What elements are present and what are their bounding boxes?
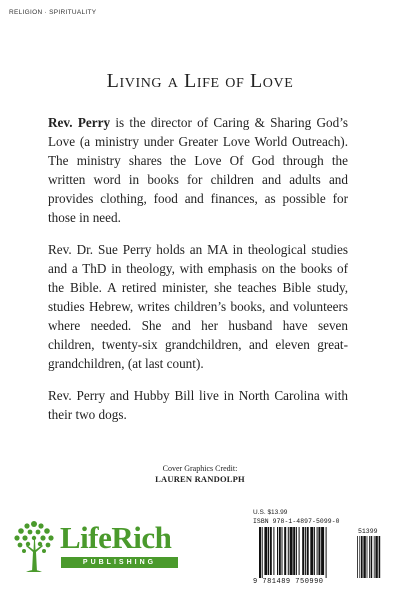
barcode-panel	[253, 518, 389, 588]
barcode-bar	[296, 527, 297, 575]
barcode-bar	[264, 527, 267, 575]
barcode-bar	[284, 527, 286, 575]
barcode-bar	[302, 527, 304, 575]
barcode-addon-bar	[361, 536, 363, 578]
barcode-bar	[279, 527, 281, 575]
barcode-bar	[307, 527, 309, 575]
barcode-bar	[259, 527, 261, 578]
barcode-bar	[326, 527, 327, 578]
barcode-digits: 9 781489 750990	[253, 578, 324, 586]
barcode-addon-bar	[369, 536, 370, 578]
cover-credit	[0, 463, 400, 485]
barcode-bar	[321, 527, 324, 575]
author-name: Rev. Perry	[48, 115, 111, 130]
barcode-bar	[268, 527, 269, 575]
barcode-bar	[299, 527, 300, 575]
barcode-bar	[318, 527, 320, 575]
barcode-bar	[262, 527, 263, 578]
barcode-bar	[288, 527, 289, 575]
barcode-bar	[314, 527, 315, 575]
cover-credit-name: LAUREN RANDOLPH	[155, 474, 245, 484]
author-bio	[48, 113, 348, 437]
barcode-bar	[317, 527, 318, 575]
barcode-addon-bar	[357, 536, 358, 578]
barcode-addon-bar	[367, 536, 368, 578]
publisher-logo	[12, 518, 187, 573]
publisher-tagline: PUBLISHING	[61, 557, 178, 568]
barcode-bar	[310, 527, 313, 575]
barcode-addon-bar	[379, 536, 381, 578]
barcode-bar	[305, 527, 306, 575]
barcode-addon-bar	[363, 536, 365, 578]
barcode-bar	[273, 527, 274, 575]
bio-paragraph-2: Rev. Dr. Sue Perry holds an MA in theological studies and a ThD in theology, with emphasis on the books of the Bible. A retired minister, she teaches Bible study, studies Hebrew, writes children’s books, and volunteers where needed. She and her husband have seven children, twenty-six grandchildren, and eleven great-grandchildren, (at last count).	[48, 242, 348, 371]
barcode-addon-bar	[359, 536, 360, 578]
bio-paragraph-1-text: is the director of Caring & Sharing God’s Love (a ministry under Greater Love World Outreach). The ministry shares the Love Of God through the written word in books for children and adults and provides clothing, food and finances, as possible for those in need.	[48, 115, 348, 225]
barcode-addon-digits: 51399	[358, 528, 378, 535]
barcode-bar	[277, 527, 278, 575]
barcode-bar	[282, 527, 283, 575]
publisher-name: LifeRich	[60, 520, 172, 555]
barcode-bar	[270, 527, 272, 575]
barcode-addon-bar	[371, 536, 373, 578]
category-label: RELIGION · SPIRITUALITY	[9, 9, 97, 16]
barcode-addon-bar	[374, 536, 375, 578]
barcode-bar	[293, 527, 295, 575]
tree-icon	[12, 518, 56, 573]
bio-paragraph-1	[48, 113, 348, 227]
barcode-bar	[290, 527, 293, 575]
price-label: U.S. $13.99	[253, 509, 288, 516]
book-title: Living a Life of Love	[106, 70, 294, 92]
barcode-addon-bar	[375, 536, 377, 578]
bio-paragraph-3: Rev. Perry and Hubby Bill live in North Carolina with their two dogs.	[48, 388, 348, 422]
cover-credit-label: Cover Graphics Credit:	[162, 464, 238, 473]
isbn-label: ISBN 978-1-4897-5099-0	[253, 518, 340, 525]
